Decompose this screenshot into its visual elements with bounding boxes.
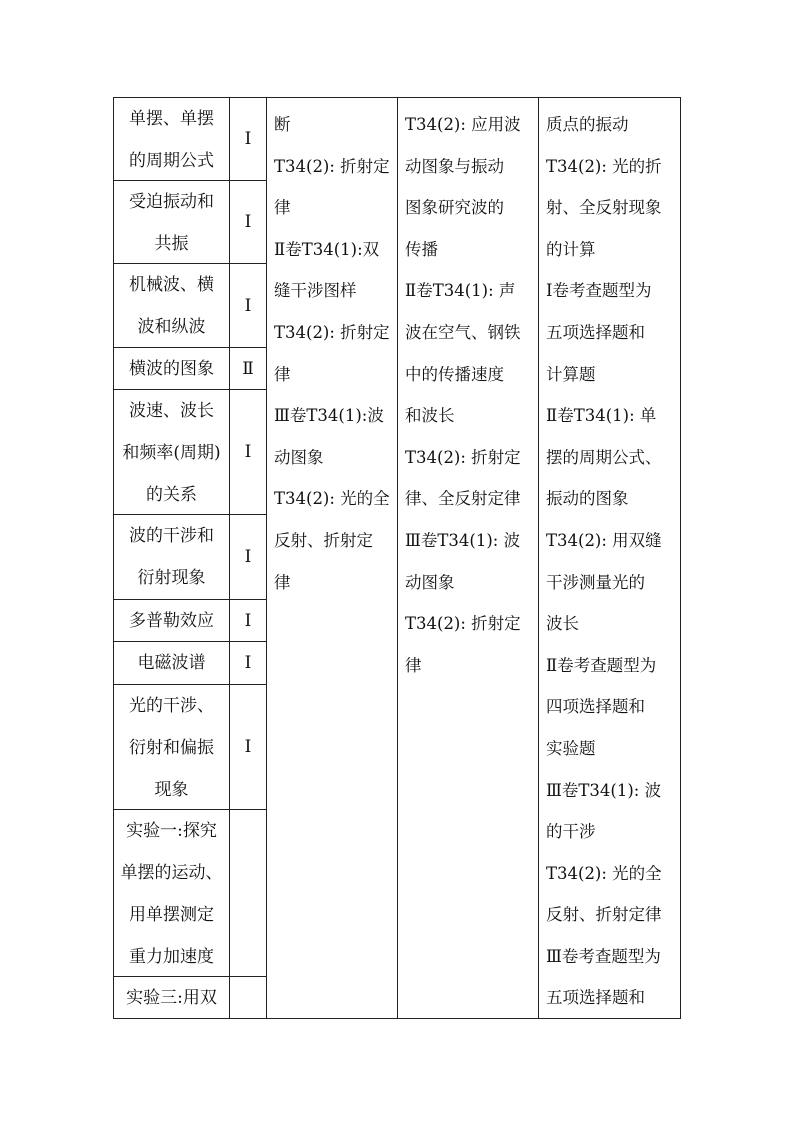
topic-line: 衍射现象 <box>137 568 206 588</box>
level-value: Ⅰ <box>244 129 252 149</box>
column-line: 律 <box>274 198 291 218</box>
topic-cell <box>113 514 230 600</box>
column-line: 反射、折射定律 <box>546 905 662 925</box>
column-line: 质点的振动 <box>546 115 629 134</box>
level-cell <box>229 97 267 181</box>
column-line: 动图象 <box>274 447 324 467</box>
level-cell <box>229 684 267 810</box>
column-line: Ⅲ卷T34(1):波 <box>274 406 384 426</box>
column-line: 四项选择题和 <box>546 697 645 717</box>
topic-cell <box>113 641 230 685</box>
topic-cell <box>113 389 230 515</box>
column-line: 断 <box>274 115 291 134</box>
column-line: 摆的周期公式、 <box>546 447 662 467</box>
column-line: T34(2): 光的折 <box>546 156 662 176</box>
column-line: 射、全反射现象 <box>546 198 662 218</box>
column-line: 的干涉 <box>546 822 596 842</box>
topic-line: 共振 <box>154 234 189 254</box>
topic-line: 和频率(周期) <box>122 443 221 463</box>
level-cell <box>229 641 267 685</box>
column-line: 五项选择题和 <box>546 988 645 1008</box>
level-cell <box>229 976 267 1019</box>
level-value: Ⅰ <box>244 547 252 567</box>
level-value: Ⅰ <box>244 610 252 631</box>
topic-cell <box>113 347 230 390</box>
topic-line: 现象 <box>154 780 189 800</box>
level-cell <box>229 263 267 348</box>
column-line: T34(2): 折射定 <box>405 614 521 634</box>
topic-line: 受迫振动和 <box>129 192 214 212</box>
topic-cell <box>113 684 230 810</box>
column-line: Ⅱ卷T34(1): 声 <box>405 281 516 301</box>
column-line: 实验题 <box>546 738 596 758</box>
exam-column-2 <box>397 97 539 1019</box>
topic-cell <box>113 599 230 642</box>
column-line: 波在空气、钢铁 <box>405 322 521 342</box>
column-line: 动图象与振动 <box>405 156 504 176</box>
topic-line: 重力加速度 <box>129 947 214 967</box>
topic-line: 光的干涉、 <box>129 696 214 716</box>
column-line: 振动的图象 <box>546 489 629 509</box>
column-line: Ⅰ卷考查题型为 <box>546 281 652 301</box>
column-line: 反射、折射定 <box>274 530 373 550</box>
topic-cell <box>113 809 230 977</box>
exam-column-3 <box>538 97 681 1019</box>
column-line: 图象研究波的 <box>405 198 504 218</box>
column-line: T34(2): 光的全 <box>274 489 390 509</box>
level-value: Ⅰ <box>244 653 252 673</box>
topic-line: 波和纵波 <box>137 317 206 337</box>
level-cell <box>229 809 267 977</box>
level-cell <box>229 347 267 390</box>
level-value: Ⅰ <box>244 295 252 316</box>
topic-cell <box>113 976 230 1019</box>
topic-line: 实验一:探究 <box>126 821 217 841</box>
level-cell <box>229 389 267 515</box>
topic-line: 单摆、单摆 <box>129 109 214 129</box>
topic-line: 横波的图象 <box>129 359 214 379</box>
column-line: 波长 <box>546 614 579 634</box>
column-line: 的计算 <box>546 239 596 259</box>
column-line: T34(2): 光的全 <box>546 863 662 883</box>
level-value: Ⅰ <box>244 737 252 757</box>
column-line: 缝干涉图样 <box>274 281 357 301</box>
column-line: 律 <box>274 572 291 592</box>
column-line: T34(2): 折射定 <box>274 322 390 342</box>
column-line: Ⅲ卷考查题型为 <box>546 946 661 966</box>
column-line: 传播 <box>405 239 438 259</box>
topic-line: 波速、波长 <box>129 401 214 421</box>
column-line: 动图象 <box>405 572 455 592</box>
column-line: Ⅲ卷T34(1): 波 <box>546 780 662 800</box>
column-line: 律 <box>274 364 291 384</box>
topic-line: 电磁波谱 <box>137 653 206 673</box>
topic-line: 波的干涉和 <box>129 526 214 546</box>
level-cell <box>229 180 267 264</box>
level-value: Ⅰ <box>244 442 252 462</box>
column-line: 律、全反射定律 <box>405 489 521 509</box>
column-line: T34(2): 折射定 <box>274 156 390 176</box>
column-line: 五项选择题和 <box>546 322 645 342</box>
column-line: 和波长 <box>405 406 455 426</box>
topic-cell <box>113 97 230 181</box>
topic-line: 多普勒效应 <box>129 611 214 631</box>
topic-cell <box>113 263 230 348</box>
column-line: T34(2): 折射定 <box>405 447 521 467</box>
topic-line: 的关系 <box>146 485 197 505</box>
topic-line: 用单摆测定 <box>129 905 214 925</box>
topic-line: 机械波、横 <box>129 275 214 295</box>
topic-line: 单摆的运动、 <box>120 863 223 883</box>
level-cell <box>229 599 267 642</box>
column-line: T34(2): 应用波 <box>405 115 521 134</box>
column-line: 计算题 <box>546 364 596 384</box>
topic-line: 衍射和偏振 <box>129 738 214 758</box>
column-line: Ⅱ卷考查题型为 <box>546 655 657 675</box>
column-line: Ⅱ卷T34(1):双 <box>274 239 380 259</box>
exam-column-1 <box>266 97 398 1019</box>
topic-line: 的周期公式 <box>129 151 214 171</box>
topic-line: 实验三:用双 <box>126 988 217 1008</box>
column-line: 律 <box>405 655 422 675</box>
column-line: 干涉测量光的 <box>546 572 645 592</box>
topic-cell <box>113 180 230 264</box>
column-line: Ⅲ卷T34(1): 波 <box>405 530 521 550</box>
column-line: 中的传播速度 <box>405 364 504 384</box>
level-value: Ⅱ <box>242 358 254 379</box>
column-line: T34(2): 用双缝 <box>546 530 662 550</box>
level-cell <box>229 514 267 600</box>
level-value: Ⅰ <box>244 212 252 232</box>
column-line: Ⅱ卷T34(1): 单 <box>546 406 657 426</box>
